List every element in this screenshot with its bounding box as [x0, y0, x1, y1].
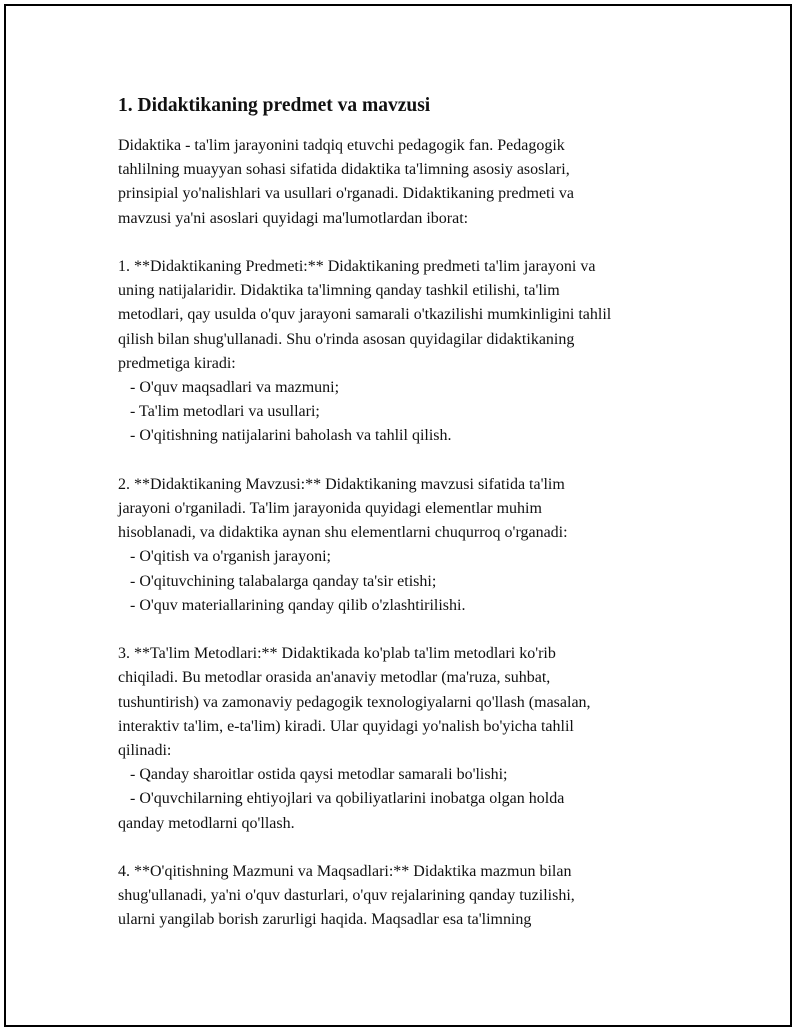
intro-line: Didaktika - ta'lim jarayonini tadqiq etuvchi pedagogik fan. Pedagogik [118, 137, 565, 154]
section-line: tushuntirish) va zamonaviy pedagogik texnologiyalarni qo'llash (masalan, [118, 693, 591, 711]
section-line: uning natijalaridir. Didaktika ta'limning qanday tashkil etilishi, ta'lim [118, 282, 560, 300]
paragraph-gap [118, 231, 708, 255]
section-line: 1. **Didaktikaning Predmeti:** Didaktikaning predmeti ta'lim jarayoni va [118, 258, 596, 275]
section-line: 3. **Ta'lim Metodlari:** Didaktikada ko'plab ta'lim metodlari ko'rib [118, 645, 556, 663]
bullet-item: - O'qituvchining talabalarga qanday ta'sir etishi; [118, 572, 437, 590]
section-line: qilinadi: [118, 742, 172, 760]
paragraph-gap [118, 618, 708, 642]
section-mazmuni [118, 860, 708, 933]
section-line: qanday metodlarni qo'llash. [118, 814, 295, 832]
section-line: qilish bilan shug'ullanadi. Shu o'rinda asosan quyidagilar didaktikaning [118, 330, 575, 348]
section-line: chiqiladi. Bu metodlar orasida an'anaviy metodlar (ma'ruza, suhbat, [118, 669, 551, 687]
bullet-item: - O'qitishning natijalarini baholash va tahlil qilish. [118, 427, 452, 445]
section-line: predmetiga kiradi: [118, 354, 236, 372]
section-predmeti [118, 255, 708, 449]
bullet-item: - Qanday sharoitlar ostida qaysi metodlar samarali bo'lishi; [118, 766, 508, 784]
section-line: ularni yangilab borish zarurligi haqida. Maqsadlar esa ta'limning [118, 911, 532, 929]
section-line: shug'ullanadi, ya'ni o'quv dasturlari, o'quv rejalarining qanday tuzilishi, [118, 887, 575, 905]
section-line: hisoblanadi, va didaktika aynan shu elementlarni chuqurroq o'rganadi: [118, 524, 568, 542]
section-line: 4. **O'qitishning Mazmuni va Maqsadlari:** Didaktika mazmun bilan [118, 863, 572, 881]
section-line: jarayoni o'rganiladi. Ta'lim jarayonida quyidagi elementlar muhim [118, 500, 542, 518]
section-metodlari [118, 642, 708, 836]
bullet-item: - Ta'lim metodlari va usullari; [118, 403, 320, 421]
section-line: 2. **Didaktikaning Mavzusi:** Didaktikaning mavzusi sifatida ta'lim [118, 475, 565, 493]
bullet-item: - O'quvchilarning ehtiyojlari va qobiliyatlarini inobatga olgan holda [118, 790, 565, 808]
intro-line: prinsipial yo'nalishlari va usullari o'rganadi. Didaktikaning predmeti va [118, 185, 575, 203]
intro-paragraph [118, 134, 708, 231]
document-body [118, 92, 708, 933]
intro-line: tahlilning muayyan sohasi sifatida didaktika ta'limning asosiy asoslari, [118, 161, 570, 179]
section-line: interaktiv ta'lim, e-ta'lim) kiradi. Ular quyidagi yo'nalish bo'yicha tahlil [118, 717, 574, 735]
section-line: metodlari, qay usulda o'quv jarayoni samarali o'tkazilishi mumkinligini tahlil [118, 306, 612, 324]
bullet-item: - O'qitish va o'rganish jarayoni; [118, 548, 331, 566]
intro-line: mavzusi ya'ni asoslari quyidagi ma'lumotlardan iborat: [118, 209, 469, 227]
bullet-item: - O'quv materiallarining qanday qilib o'zlashtirilishi. [118, 596, 466, 614]
paragraph-gap [118, 449, 708, 473]
document-title: 1. Didaktikaning predmet va mavzusi [118, 95, 431, 116]
paragraph-gap [118, 836, 708, 860]
bullet-item: - O'quv maqsadlari va mazmuni; [118, 379, 340, 397]
section-mavzusi [118, 473, 708, 618]
